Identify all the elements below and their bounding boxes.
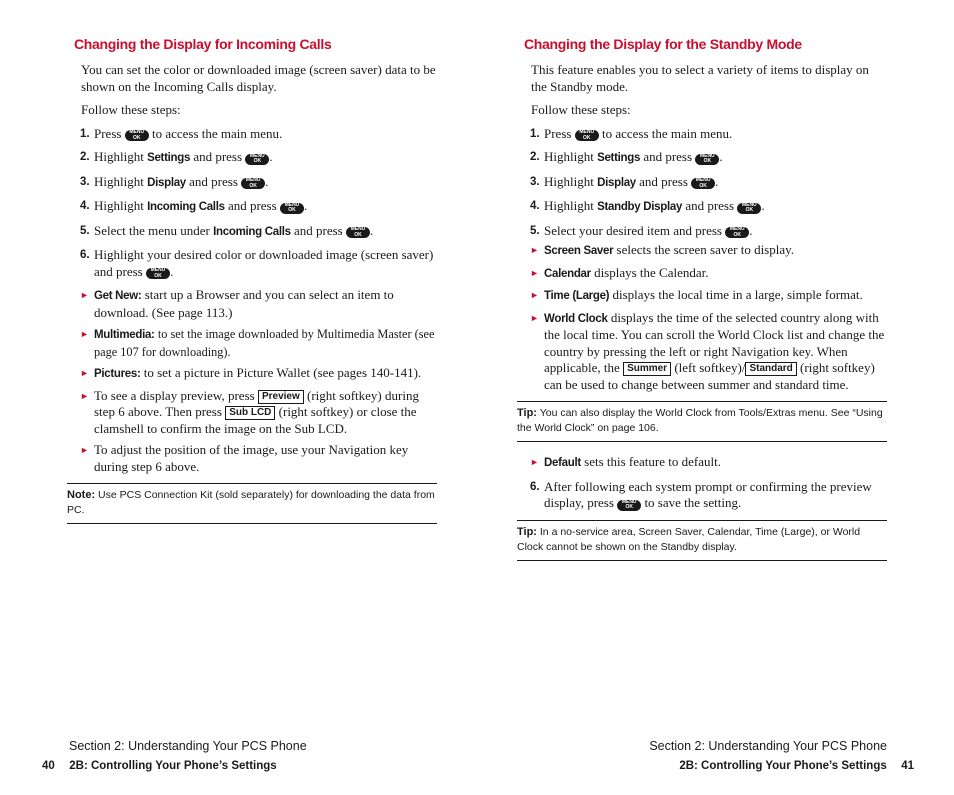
arrow-bullet-icon: ► — [530, 457, 539, 467]
right-step-2: 2. Highlight Settings and press MENU OK . — [530, 149, 723, 164]
left-step-3: 3. Highlight Display and press MENU OK . — [80, 173, 269, 189]
left-page-number: 40 — [42, 760, 55, 772]
arrow-bullet-icon: ► — [530, 312, 539, 323]
left-bullet-pictures: ► Pictures: to set a picture in Picture Wallet (see pages 140-141). — [80, 365, 422, 380]
menu-ok-key-icon: MENU OK — [575, 130, 599, 141]
menu-ok-key-icon: MENU OK — [737, 203, 761, 214]
left-step-2: 2. Highlight Settings and press MENU OK . — [80, 149, 273, 164]
right-tip-world-clock: Tip: You can also display the World Clock from Tools/Extras menu. See “Using the World Clock” on page 106. — [517, 401, 887, 442]
arrow-bullet-icon: ► — [80, 368, 89, 378]
right-footer — [649, 739, 914, 774]
left-column — [67, 36, 437, 534]
right-bullet-default: ► Default sets this feature to default. — [530, 454, 721, 469]
left-note: Note: Use PCS Connection Kit (sold separately) for downloading the data from PC. — [67, 483, 437, 524]
summer-softkey-label: Summer — [623, 362, 671, 376]
right-bullet-screen-saver: ► Screen Saver selects the screen saver to display. — [530, 242, 795, 257]
right-step-4: 4. Highlight Standby Display and press MENU OK . — [530, 198, 765, 213]
arrow-bullet-icon: ► — [530, 290, 539, 300]
right-heading: Changing the Display for the Standby Mode — [524, 36, 802, 52]
standard-softkey-label: Standard — [745, 362, 796, 376]
menu-ok-key-icon: MENU OK — [245, 154, 269, 165]
menu-ok-key-icon: MENU OK — [691, 178, 715, 189]
menu-ok-key-icon: MENU OK — [125, 130, 149, 141]
arrow-bullet-icon: ► — [80, 290, 89, 300]
left-step-6: 6. Highlight your desired color or downloaded image (screen saver) and press MENU OK . — [80, 247, 434, 279]
left-bullet-multimedia: ► Multimedia: to set the image downloaded by Multimedia Master (see page 107 for downloading). — [80, 327, 435, 359]
right-column — [517, 36, 887, 571]
right-tip-no-service: Tip: In a no-service area, Screen Saver, Calendar, Time (Large), or World Clock cannot be shown on the Standby display. — [517, 520, 887, 561]
left-bullet-adjust: ► To adjust the position of the image, use your Navigation key during step 6 above. — [80, 442, 409, 474]
arrow-bullet-icon: ► — [80, 329, 89, 339]
right-bullet-time-large: ► Time (Large) displays the local time in a large, simple format. — [530, 287, 863, 302]
arrow-bullet-icon: ► — [80, 390, 89, 401]
left-step-5: 5. Select the menu under Incoming Calls and press MENU OK . — [80, 222, 374, 238]
menu-ok-key-icon: MENU OK — [695, 154, 719, 165]
left-footer-section: Section 2: Understanding Your PCS Phone — [69, 739, 307, 753]
left-intro: You can set the color or downloaded image (screen saver) data to be shown on the Incoming Calls display. — [81, 62, 436, 94]
arrow-bullet-icon: ► — [530, 267, 539, 278]
right-bullet-calendar: ► Calendar displays the Calendar. — [530, 264, 709, 280]
menu-ok-key-icon: MENU OK — [725, 227, 749, 238]
menu-ok-key-icon: MENU OK — [346, 227, 370, 238]
right-page-number: 41 — [901, 760, 914, 772]
right-step-3: 3. Highlight Display and press MENU OK . — [530, 173, 719, 189]
right-step-6: 6. After following each system prompt or confirming the preview display, press MENU OK to save the setting. — [530, 478, 872, 510]
right-follow: Follow these steps: — [531, 102, 631, 117]
left-bullet-get-new: ► Get New: start up a Browser and you can select an item to download. (See page 113.) — [80, 287, 394, 320]
right-bullet-world-clock: ► World Clock displays the time of the selected country along with the local time. You can scroll the World Clock list and change the country by pressing the left or right Navigation key. When applicable, the Summer (left softkey)/ Standard (right softkey) can be used to change between summer and standard time. — [530, 309, 885, 392]
right-step-5: 5. Select your desired item and press MENU OK . — [530, 222, 753, 238]
sub-lcd-softkey-label: Sub LCD — [225, 406, 275, 420]
menu-ok-key-icon: MENU OK — [241, 178, 265, 189]
arrow-bullet-icon: ► — [80, 445, 89, 455]
left-bullet-preview: ► To see a display preview, press Preview (right softkey) during step 6 above. Then press Sub LCD (right softkey) or close the clamshell to confirm the image on the Sub LCD. — [80, 387, 419, 436]
arrow-bullet-icon: ► — [530, 245, 539, 255]
right-intro: This feature enables you to select a variety of items to display on the Standby mode. — [531, 62, 869, 94]
left-heading: Changing the Display for Incoming Calls — [74, 36, 332, 52]
left-footer-chapter: 2B: Controlling Your Phone’s Settings — [69, 760, 277, 772]
left-step-4: 4. Highlight Incoming Calls and press MENU OK . — [80, 198, 308, 213]
preview-softkey-label: Preview — [258, 390, 304, 404]
left-step-1: 1. Press MENU OK to access the main menu. — [80, 125, 283, 141]
left-follow: Follow these steps: — [81, 102, 181, 117]
left-footer — [42, 739, 307, 774]
right-footer-chapter: 2B: Controlling Your Phone’s Settings — [679, 760, 887, 772]
right-footer-section: Section 2: Understanding Your PCS Phone — [649, 739, 887, 753]
menu-ok-key-icon: MENU OK — [280, 203, 304, 214]
menu-ok-key-icon: MENU OK — [617, 500, 641, 511]
menu-ok-key-icon: MENU OK — [146, 268, 170, 279]
right-step-1: 1. Press MENU OK to access the main menu. — [530, 125, 733, 141]
